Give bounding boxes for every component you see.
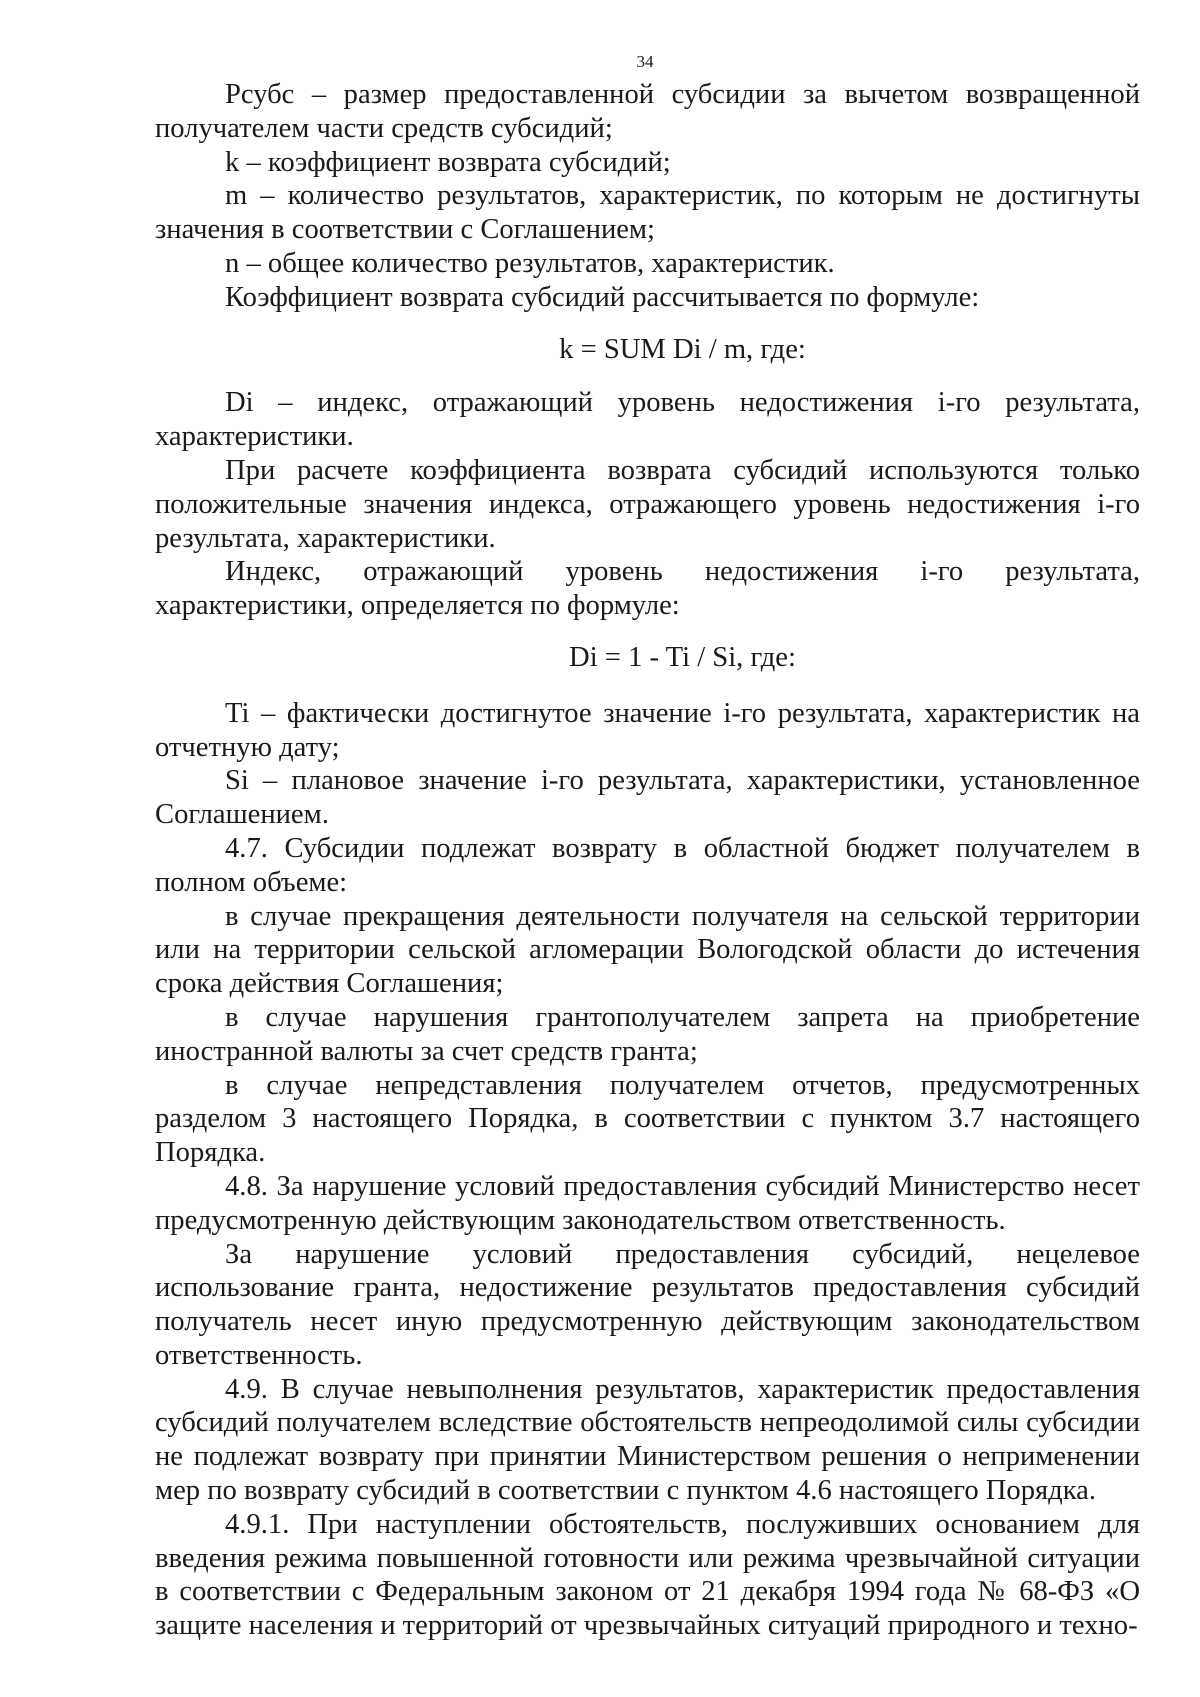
paragraph-ti-definition: Ti – фактически достигнутое значение i-го результата, характеристик на отчетную дату;	[155, 697, 1140, 763]
page-number: 34	[636, 52, 654, 71]
paragraph-rsubs: Рсубс – размер предоставленной субсидии за вычетом возвращенной получателем части средств субсидий;	[155, 79, 1140, 144]
document-body	[155, 78, 1140, 1643]
paragraph-k-formula-intro: Коэффициент возврата субсидий рассчитывается по формуле:	[225, 281, 980, 313]
paragraph-k-definition: k – коэффициент возврата субсидий;	[225, 146, 671, 178]
formula-di: Di = 1 - Ti / Si, где:	[569, 641, 796, 673]
section-4-7: 4.7. Субсидии подлежат возврату в областной бюджет получателем в полном объеме:	[155, 832, 1140, 898]
section-4-7-case-currency: в случае нарушения грантополучателем запрета на приобретение иностранной валюты за счет средств гранта;	[155, 1001, 1140, 1067]
paragraph-m-definition: m – количество результатов, характеристик, по которым не достигнуты значения в соответствии с Соглашением;	[155, 180, 1140, 246]
section-4-8: 4.8. За нарушение условий предоставления субсидий Министерство несет предусмотренную действующим законодательством ответственность.	[155, 1170, 1140, 1236]
paragraph-di-definition: Di – индекс, отражающий уровень недостижения i-го результата, характеристики.	[155, 387, 1140, 453]
section-4-9: 4.9. В случае невыполнения результатов, характеристик предоставления субсидий получателем вследствие обстоятельств непреодолимой силы субсидии не подлежат возврату при принятии Министерством решения о неприменении мер по возврату субсидий в соответствии с пунктом 4.6 настоящего Порядка.	[155, 1373, 1140, 1507]
paragraph-n-definition: n – общее количество результатов, характеристик.	[225, 247, 835, 279]
paragraph-si-definition: Si – плановое значение i-го результата, характеристики, установленное Соглашением.	[155, 765, 1140, 831]
section-4-7-case-reports: в случае непредставления получателем отчетов, предусмотренных разделом 3 настоящего Порядка, в соответствии с пунктом 3.7 настоящего Порядка.	[155, 1069, 1140, 1169]
formula-k: k = SUM Di / m, где:	[559, 333, 806, 365]
paragraph-positive-values: При расчете коэффициента возврата субсидий используются только положительные значения индекса, отражающего уровень недостижения i-го результата, характеристики.	[155, 454, 1140, 554]
section-4-9-1: 4.9.1. При наступлении обстоятельств, послуживших основанием для введения режима повышенной готовности или режима чрезвычайной ситуации в соответствии с Федеральным законом от 21 декабря 1994 года № 68-ФЗ «О защите населения и территорий от чрезвычайных ситуаций природного и техно-	[155, 1508, 1140, 1642]
section-4-8-liability: За нарушение условий предоставления субсидий, нецелевое использование гранта, недостижение результатов предоставления субсидий получатель несет иную предусмотренную действующим законодательством ответственность.	[155, 1238, 1140, 1371]
section-4-7-case-termination: в случае прекращения деятельности получателя на сельской территории или на территории сельской агломерации Вологодской области до истечения срока действия Соглашения;	[155, 900, 1140, 1000]
paragraph-di-formula-intro: Индекс, отражающий уровень недостижения i-го результата, характеристики, определяется по формуле:	[155, 556, 1140, 622]
